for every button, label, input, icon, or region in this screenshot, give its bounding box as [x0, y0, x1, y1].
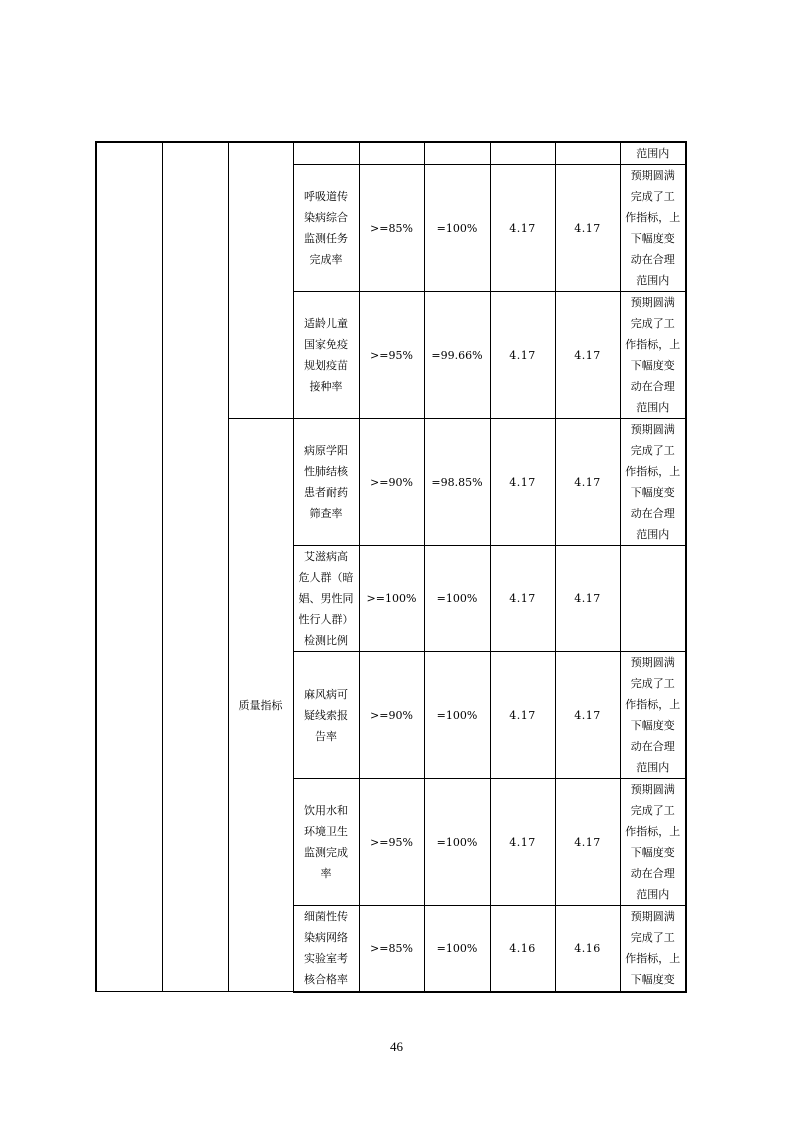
score-value: 4.17	[555, 652, 620, 779]
weight-value: 4.17	[490, 292, 555, 419]
actual-value: =100%	[424, 779, 490, 906]
indicator-name-cell: 病原学阳 性肺结核 患者耐药 筛查率	[293, 419, 359, 546]
level2-indicator-cell	[162, 142, 228, 992]
score-value: 4.17	[555, 779, 620, 906]
deviation-note-cell: 预期圆满 完成了工 作指标，上 下幅度变	[620, 906, 686, 992]
indicator-name-cell: 麻风病可 疑线索报 告率	[293, 652, 359, 779]
target-value: >=85%	[359, 906, 424, 992]
score-value: 4.17	[555, 165, 620, 292]
level3-indicator-cell-upper	[228, 142, 293, 419]
deviation-note-cell: 预期圆满 完成了工 作指标，上 下幅度变 动在合理 范围内	[620, 292, 686, 419]
actual-value: =100%	[424, 546, 490, 652]
score-value: 4.17	[555, 419, 620, 546]
score-value: 4.16	[555, 906, 620, 992]
level1-indicator-cell	[96, 142, 162, 992]
target-value: >=90%	[359, 419, 424, 546]
weight-value: 4.17	[490, 419, 555, 546]
actual-value: =100%	[424, 652, 490, 779]
score-value: 4.17	[555, 292, 620, 419]
top-actual-cell	[424, 142, 490, 165]
target-value: >=95%	[359, 292, 424, 419]
deviation-note-cell-empty	[620, 546, 686, 652]
top-note-text: 范围内	[636, 147, 670, 160]
page-number: 46	[390, 1039, 403, 1054]
top-weight-cell	[490, 142, 555, 165]
target-value: >=95%	[359, 779, 424, 906]
score-value: 4.17	[555, 546, 620, 652]
indicator-name-cell: 呼吸道传 染病综合 监测任务 完成率	[293, 165, 359, 292]
actual-value: =99.66%	[424, 292, 490, 419]
actual-value: =98.85%	[424, 419, 490, 546]
top-score-cell	[555, 142, 620, 165]
deviation-note-cell: 预期圆满 完成了工 作指标，上 下幅度变 动在合理 范围内	[620, 419, 686, 546]
target-value: >=100%	[359, 546, 424, 652]
deviation-note-cell: 预期圆满 完成了工 作指标，上 下幅度变 动在合理 范围内	[620, 652, 686, 779]
weight-value: 4.17	[490, 546, 555, 652]
indicator-name-cell: 细菌性传 染病网络 实验室考 核合格率	[293, 906, 359, 992]
top-note-cell	[620, 142, 686, 165]
weight-value: 4.17	[490, 779, 555, 906]
quality-indicator-label: 质量指标	[228, 419, 293, 992]
deviation-note-cell: 预期圆满 完成了工 作指标，上 下幅度变 动在合理 范围内	[620, 165, 686, 292]
top-name-cell	[293, 142, 359, 165]
indicator-name-cell: 饮用水和 环境卫生 监测完成 率	[293, 779, 359, 906]
actual-value: =100%	[424, 906, 490, 992]
actual-value: =100%	[424, 165, 490, 292]
weight-value: 4.16	[490, 906, 555, 992]
performance-indicator-table	[95, 141, 687, 993]
indicator-name-cell: 艾滋病高 危人群（暗 娼、男性同 性行人群） 检测比例	[293, 546, 359, 652]
weight-value: 4.17	[490, 652, 555, 779]
target-value: >=90%	[359, 652, 424, 779]
indicator-name-cell: 适龄儿童 国家免疫 规划疫苗 接种率	[293, 292, 359, 419]
weight-value: 4.17	[490, 165, 555, 292]
top-target-cell	[359, 142, 424, 165]
target-value: >=85%	[359, 165, 424, 292]
deviation-note-cell: 预期圆满 完成了工 作指标，上 下幅度变 动在合理 范围内	[620, 779, 686, 906]
